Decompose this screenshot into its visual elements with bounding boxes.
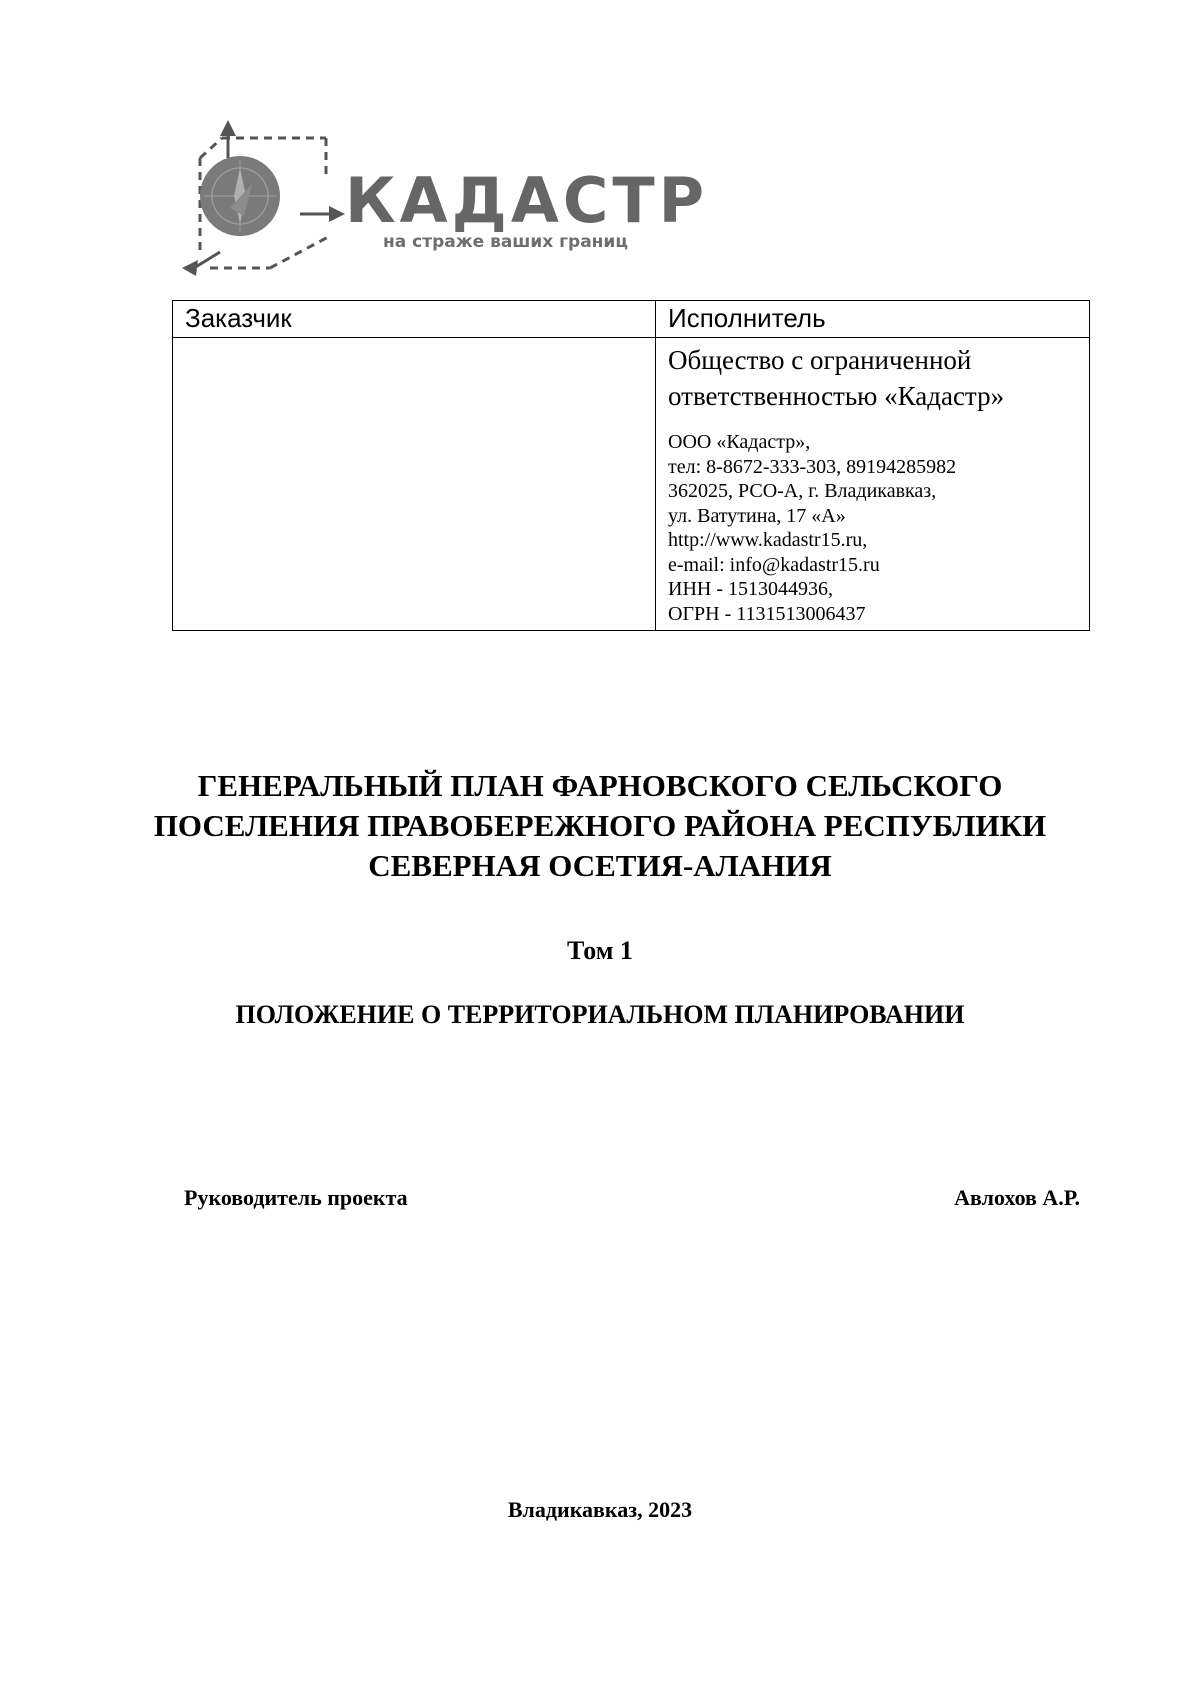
customer-cell <box>173 338 656 631</box>
contact-line: e-mail: info@kadastr15.ru <box>668 553 880 576</box>
executor-org-line: Общество с ограниченной <box>668 345 972 375</box>
logo-wordmark: КАДАСТР <box>345 164 709 237</box>
title-line: СЕВЕРНАЯ ОСЕТИЯ-АЛАНИЯ <box>368 848 832 883</box>
executor-org-name <box>668 342 1077 414</box>
signature-name: Авлохов А.Р. <box>954 1185 1080 1210</box>
contact-line: тел: 8-8672-333-303, 89194285982 <box>668 455 957 478</box>
contact-line: ОГРН - 1131513006437 <box>668 602 866 625</box>
contact-line: 362025, РСО-А, г. Владикавказ, <box>668 480 937 502</box>
executor-header: Исполнитель <box>656 301 1090 338</box>
contact-line: ИНН - 1513044936, <box>668 578 833 600</box>
logo-tagline: на страже ваших границ <box>383 232 628 252</box>
executor-cell <box>656 338 1090 631</box>
document-title <box>100 766 1100 886</box>
table-body-row <box>173 338 1090 631</box>
executor-contacts <box>668 430 1077 626</box>
volume-label: Том 1 <box>567 936 633 965</box>
parties-table <box>172 300 1090 631</box>
signature-role: Руководитель проекта <box>184 1185 408 1210</box>
document-subtitle: ПОЛОЖЕНИЕ О ТЕРРИТОРИАЛЬНОМ ПЛАНИРОВАНИИ <box>235 1000 965 1029</box>
title-line: ПОСЕЛЕНИЯ ПРАВОБЕРЕЖНОГО РАЙОНА РЕСПУБЛИКИ <box>153 808 1047 843</box>
contact-line: ул. Ватутина, 17 «А» <box>668 504 846 527</box>
executor-org-line: ответственностью «Кадастр» <box>668 381 1005 411</box>
customer-header: Заказчик <box>173 301 656 338</box>
globe-compass-icon <box>180 118 360 278</box>
place-year: Владикавказ, 2023 <box>507 1497 693 1522</box>
contact-line: ООО «Кадастр», <box>668 431 811 453</box>
contact-line: http://www.kadastr15.ru, <box>668 529 868 551</box>
company-logo <box>180 118 709 278</box>
table-header-row <box>173 301 1090 338</box>
title-line: ГЕНЕРАЛЬНЫЙ ПЛАН ФАРНОВСКОГО СЕЛЬСКОГО <box>197 768 1003 803</box>
